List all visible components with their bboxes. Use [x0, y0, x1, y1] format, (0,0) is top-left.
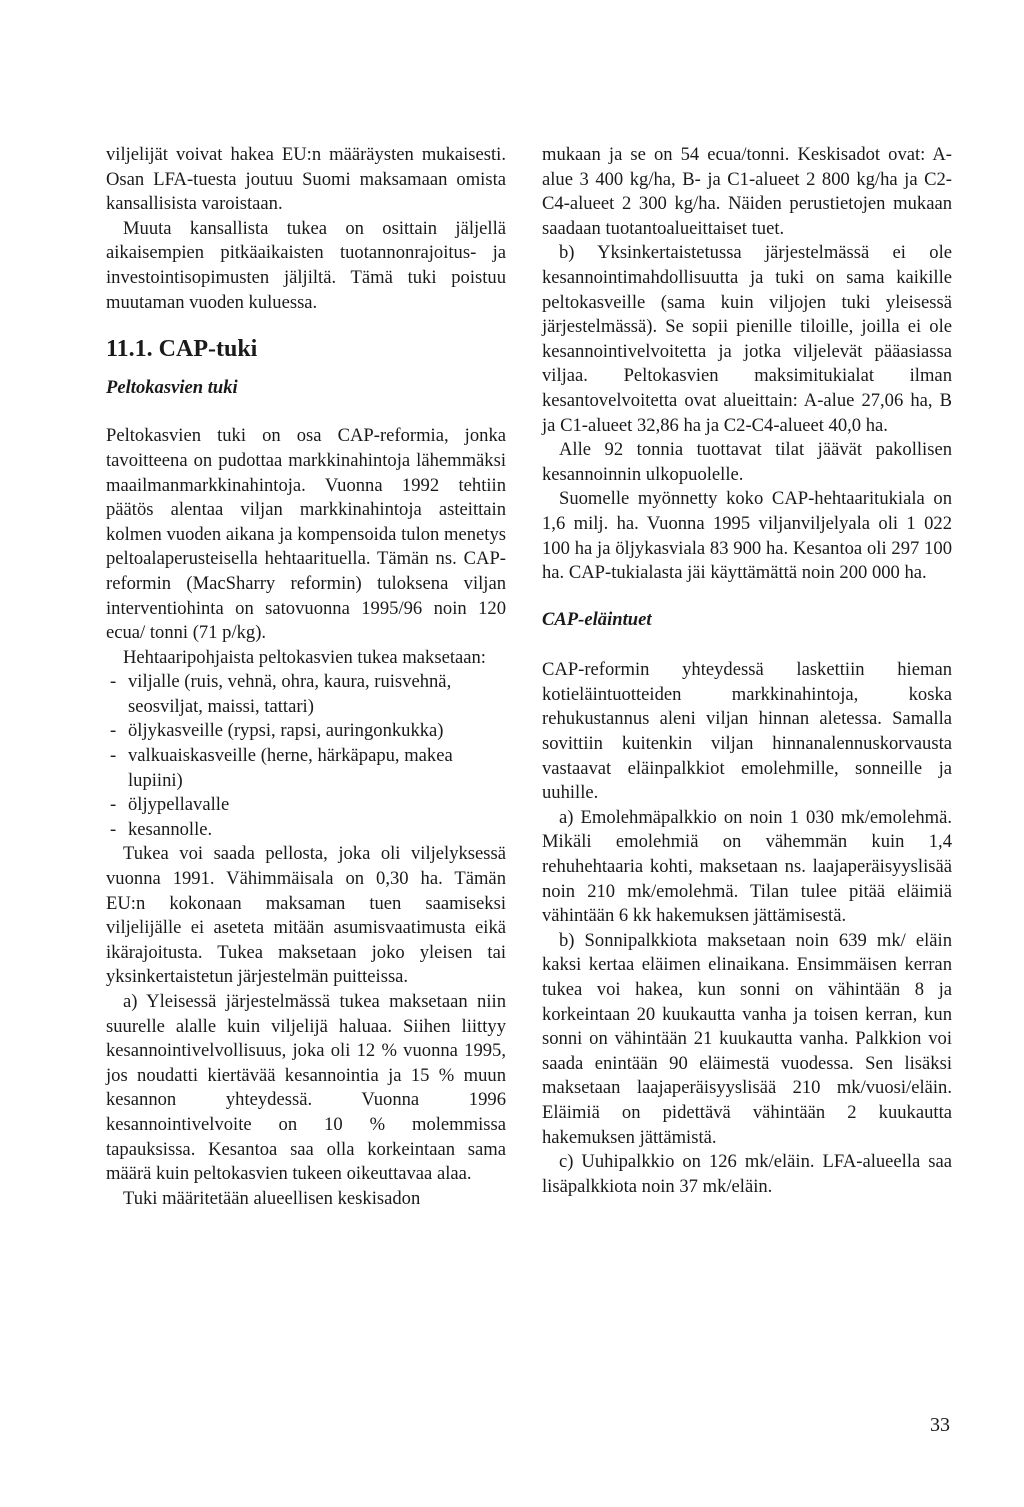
paragraph-suckler-cow: a) Emolehmäpalkkio on noin 1 030 mk/emolehmä. Mikäli emolehmiä on vähemmän kuin 1,4 rehuhehtaaria kohti, maksetaan ns. laajaperäisyyslisää noin 210 mk/emolehmä. Tilan tulee pitää eläimiä vähintään 6 kk hakemuksen jättämisestä. [542, 806, 952, 927]
subheading-field-crops: Peltokasvien tuki [106, 376, 238, 398]
section-heading: 11.1. CAP-tuki [106, 336, 258, 363]
subheading-livestock: CAP-eläintuet [542, 608, 652, 630]
right-column [542, 143, 952, 1199]
page-number: 33 [930, 1414, 950, 1436]
paragraph-finland-area: Suomelle myönnetty koko CAP-hehtaaritukiala on 1,6 milj. ha. Vuonna 1995 viljanviljelyala oli 1 022 100 ha ja öljykasviala 83 900 ha. Kesantoa oli 297 100 ha. CAP-tukialasta jäi käyttämättä noin 200 000 ha. [542, 488, 952, 584]
paragraph-general-system: a) Yleisessä järjestelmässä tukea maksetaan niin suurelle alalle kuin viljelijä haluaa. Siihen liittyy kesannointivelvollisuus, joka oli 12 % vuonna 1995, jos noudatti kiertävää kesannointia ja 15 % muun kesannon yhteydessä. Vuonna 1996 kesannointivelvoite on 10 % molemmissa tapauksissa. Kesantoa saa olla korkeintaan sama määrä kuin peltokasvien tukeen oikeuttavaa alaa. [106, 991, 506, 1185]
paragraph-average-yields: mukaan ja se on 54 ecua/tonni. Keskisadot ovat: A-alue 3 400 kg/ha, B- ja C1-alueet 2 800 kg/ha ja C2-C4-alueet 2 300 kg/ha. Näiden perustietojen mukaan saadaan tuotantoalueittaiset tuet. [542, 144, 952, 239]
paragraph-bull-premium: b) Sonnipalkkiota maksetaan noin 639 mk/ eläin kaksi kertaa eläimen elinaikana. Ensimmäisen kerran tukea voi hakea, kun sonni on vähintään 8 ja korkeintaan 20 kuukautta vanha ja toisen kerran, kun sonni on vähintään 21 kuukautta vanha. Palkkion voi saada enintään 90 eläimestä vuodessa. Sen lisäksi maksetaan laajaperäisyyslisää 210 mk/vuosi/eläin. Eläimiä on pidettävä vähintään 2 kuukautta hakemuksen jättämistä. [542, 929, 952, 1148]
paragraph-other-national-support: Muuta kansallista tukea on osittain jäljellä aikaisempien pitkäaikaisten tuotannonrajoitus- ja investointisopimusten jäljiltä. Tämä tuki poistuu muutaman vuoden kuluessa. [106, 217, 506, 313]
paragraph-small-farms: Alle 92 tonnia tuottavat tilat jäävät pakollisen kesannoinnin ulkopuolelle. [542, 439, 952, 485]
list-item: - kesannolle. [106, 818, 506, 843]
list-item: - öljypellavalle [106, 793, 506, 818]
list-item: - viljalle (ruis, vehnä, ohra, kaura, ruisvehnä, seosviljat, maissi, tattari) [106, 670, 506, 719]
list-item: - öljykasveille (rypsi, rapsi, auringonkukka) [106, 719, 506, 744]
paragraph-eligibility: Tukea voi saada pellosta, joka oli viljelyksessä vuonna 1991. Vähimmäisala on 0,30 ha. Tämän EU:n kokonaan maksaman tuen saamiseksi viljelijälle ei aseteta mitään asumisvaatimusta eikä ikärajoitusta. Tukea maksetaan joko yleisen tai yksinkertaistetun järjestelmän puitteissa. [106, 843, 506, 988]
paragraph-hectare-support: Hehtaaripohjaista peltokasvien tukea maksetaan: [123, 646, 486, 668]
crop-list [106, 670, 506, 842]
paragraph-simplified-system: b) Yksinkertaistetussa järjestelmässä ei ole kesannointimahdollisuutta ja tuki on sama kaikille peltokasveille (sama kuin viljojen tuki yleisessä järjestelmässä). Se sopii pienille tiloille, joilla ei ole kesannointivelvoitetta ja jotka viljelevät pääasiassa viljaa. Peltokasvien maksimitukialat ilman kesantovelvoitetta ovat alueittain: A-alue 27,06 ha, B ja C1-alueet 32,86 ha ja C2-C4-alueet 40,0 ha. [542, 242, 952, 436]
list-item: - valkuaiskasveille (herne, härkäpapu, makea lupiini) [106, 744, 506, 793]
left-column [106, 143, 506, 1211]
paragraph-ewe-premium: c) Uuhipalkkio on 126 mk/eläin. LFA-alueella saa lisäpalkkiota noin 37 mk/eläin. [542, 1151, 952, 1197]
paragraph-intro: viljelijät voivat hakea EU:n määräysten mukaisesti. Osan LFA-tuesta joutuu Suomi maksamaan omista kansallisista varoistaan. [106, 144, 506, 215]
paragraph-livestock-reform: CAP-reformin yhteydessä laskettiin hieman kotieläintuotteiden markkinahintoja, koska rehukustannus aleni viljan hinnan aletessa. Samalla sovittiin kuitenkin viljan hinnanalennuskorvausta vastaavat eläinpalkkiot emolehmille, sonneille ja uuhille. [542, 659, 952, 804]
paragraph-field-crop-support: Peltokasvien tuki on osa CAP-reformia, jonka tavoitteena on pudottaa markkinahintoja lähemmäksi maailmanmarkkinahintoja. Vuonna 1992 tehtiin päätös alentaa viljan markkinahintoja asteittain kolmen vuoden aikana ja kompensoida tulon menetys peltoalaperusteisella hehtaarituella. Tämän ns. CAP-reformin (MacSharry reformin) tuloksena viljan interventiohinta on satovuonna 1995/96 noin 120 ecua/ tonni (71 p/kg). [106, 425, 506, 644]
paragraph-regional-yield: Tuki määritetään alueellisen keskisadon [123, 1187, 421, 1209]
